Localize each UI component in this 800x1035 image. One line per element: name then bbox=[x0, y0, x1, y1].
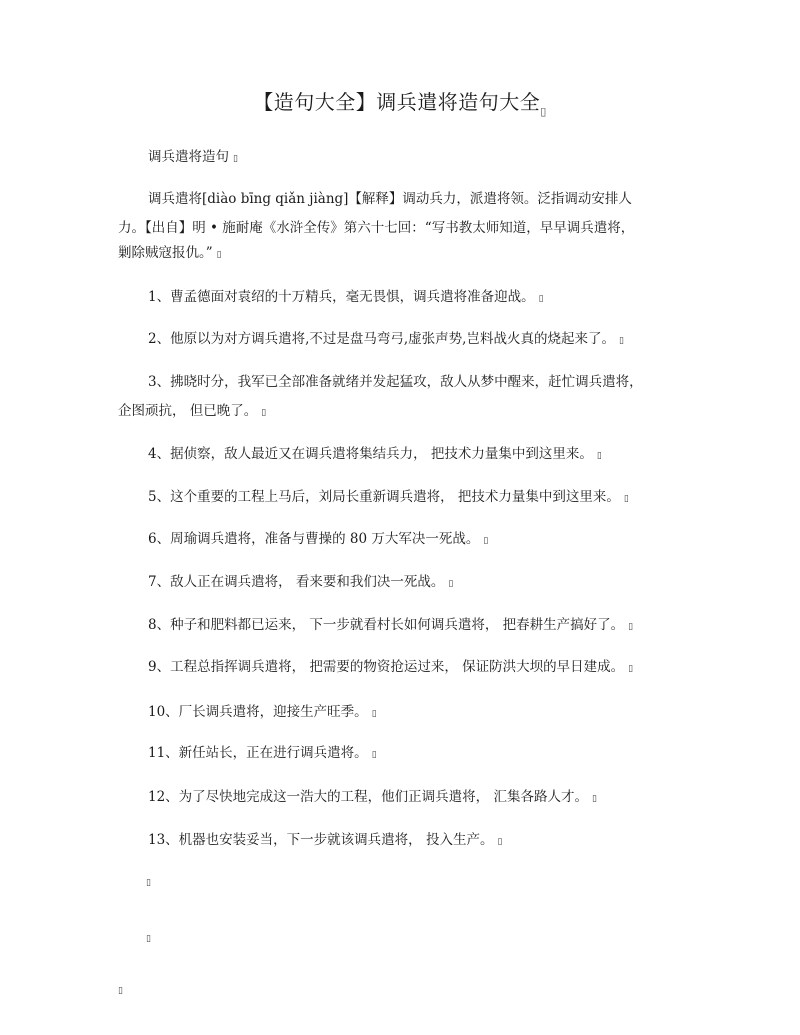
definition-text: 力。【出自】明 • 施耐庵《水浒全传》第六十七回：“写书教太师知道，早早调兵遣将， bbox=[118, 220, 635, 236]
sentence-text: 12、为了尽快地完成这一浩大的工程，他们正调兵遣将， 汇集各路人才。 bbox=[148, 789, 588, 805]
sentence-5 bbox=[118, 482, 678, 514]
sentence-text: 4、据侦察，敌人最近又在调兵遣将集结兵力， 把技术力量集中到这里来。 bbox=[148, 446, 593, 462]
missing-glyph-mark: ▯ bbox=[596, 451, 602, 461]
sentence-text: 企图顽抗， 但已晚了。 bbox=[118, 403, 258, 419]
missing-glyph-mark: ▯ bbox=[216, 250, 222, 260]
sentence-1 bbox=[118, 282, 678, 314]
sentence-text: 3、拂晓时分，我军已全部准备就绪并发起猛攻，敌人从梦中醒来，赶忙调兵遣将， bbox=[148, 374, 643, 390]
missing-glyph-mark: ▯ bbox=[371, 709, 377, 719]
sentence-text: 2、他原以为对方调兵遣将,不过是盘马弯弓,虚张声势,岂料战火真的烧起来了。 bbox=[148, 331, 615, 347]
sentence-12 bbox=[118, 782, 678, 814]
missing-glyph-mark: ▯ bbox=[628, 622, 634, 632]
missing-glyph-mark: ▯ bbox=[233, 154, 238, 164]
sentence-9 bbox=[118, 652, 678, 684]
empty-paragraph-mark: ▯ bbox=[146, 934, 151, 944]
sentence-8 bbox=[118, 610, 678, 642]
sentence-3-line-1 bbox=[118, 367, 678, 397]
empty-paragraph-mark: ▯ bbox=[146, 878, 151, 888]
sentence-text: 9、工程总指挥调兵遣将， 把需要的物资抢运过来， 保证防洪大坝的早日建成。 bbox=[148, 659, 625, 675]
title-text: 【造句大全】调兵遣将造句大全 bbox=[253, 90, 541, 114]
sentence-text: 11、新任站长，正在进行调兵遣将。 bbox=[148, 745, 368, 761]
sentence-text: 13、机器也安装妥当，下一步就该调兵遣将， 投入生产。 bbox=[148, 832, 494, 848]
missing-glyph-mark: ▯ bbox=[371, 750, 377, 760]
sentence-7 bbox=[118, 567, 678, 599]
sentence-3-line-2 bbox=[118, 396, 678, 428]
missing-glyph-mark: ▯ bbox=[538, 294, 544, 304]
subtitle-text: 调兵遣将造句 bbox=[148, 149, 229, 165]
definition-line-3 bbox=[118, 238, 678, 270]
sentence-4 bbox=[118, 439, 678, 471]
missing-glyph-mark: ▯ bbox=[448, 579, 454, 589]
sentence-6 bbox=[118, 524, 678, 556]
empty-paragraph-mark: ▯ bbox=[118, 986, 123, 996]
missing-glyph-mark: ▯ bbox=[540, 105, 547, 118]
sentence-2 bbox=[118, 324, 678, 356]
sentence-text: 1、曹孟德面对袁绍的十万精兵，毫无畏惧，调兵遣将准备迎战。 bbox=[148, 289, 535, 305]
definition-line-1 bbox=[118, 184, 678, 214]
sentence-text: 10、厂长调兵遣将，迎接生产旺季。 bbox=[148, 704, 368, 720]
sentence-text: 5、这个重要的工程上马后，刘局长重新调兵遣将， 把技术力量集中到这里来。 bbox=[148, 489, 620, 505]
missing-glyph-mark: ▯ bbox=[497, 837, 503, 847]
definition-text: 剿除贼寇报仇。” bbox=[118, 245, 213, 261]
sentence-11 bbox=[118, 738, 678, 770]
sentence-text: 8、种子和肥料都已运来， 下一步就看村长如何调兵遣将， 把春耕生产搞好了。 bbox=[148, 617, 625, 633]
missing-glyph-mark: ▯ bbox=[483, 536, 489, 546]
sentence-text: 6、周瑜调兵遣将，准备与曹操的 80 万大军决一死战。 bbox=[148, 531, 480, 547]
sentence-13 bbox=[118, 825, 678, 857]
missing-glyph-mark: ▯ bbox=[261, 408, 267, 418]
subtitle-line bbox=[118, 142, 678, 174]
missing-glyph-mark: ▯ bbox=[591, 794, 597, 804]
sentence-10 bbox=[118, 697, 678, 729]
missing-glyph-mark: ▯ bbox=[618, 336, 624, 346]
definition-text: 调兵遣将[diào bīng qiǎn jiàng]【解释】调动兵力，派遣将领。泛指调动安排人 bbox=[148, 191, 632, 207]
missing-glyph-mark: ▯ bbox=[623, 494, 629, 504]
page-title bbox=[0, 88, 800, 126]
missing-glyph-mark: ▯ bbox=[628, 664, 634, 674]
sentence-text: 7、敌人正在调兵遣将， 看来要和我们决一死战。 bbox=[148, 574, 445, 590]
